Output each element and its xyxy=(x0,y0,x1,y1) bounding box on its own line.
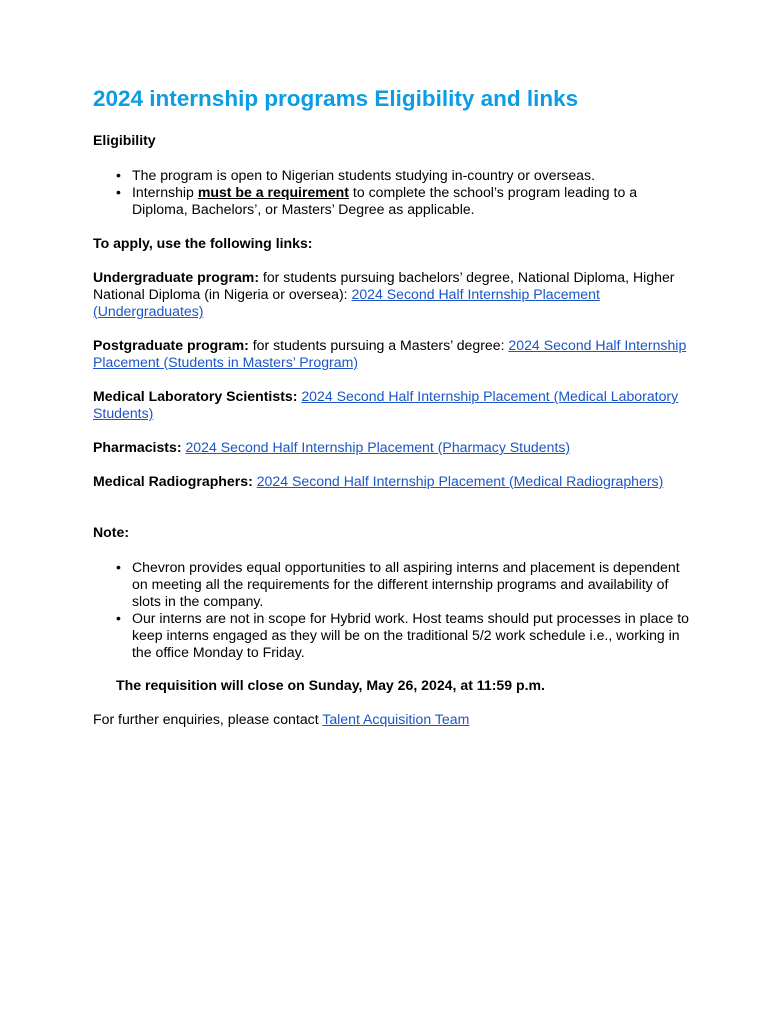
closing-date-notice: The requisition will close on Sunday, May 26, 2024, at 11:59 p.m. xyxy=(116,677,545,693)
page-title: 2024 internship programs Eligibility and links xyxy=(93,86,579,111)
program-label: Medical Laboratory Scientists: xyxy=(93,388,298,404)
program-label: Medical Radiographers: xyxy=(93,473,253,489)
bullet-icon: • xyxy=(116,610,121,626)
requirement-emphasis: must be a requirement xyxy=(197,184,349,200)
note-bullet-text: Our interns are not in scope for Hybrid work. Host teams should put processes in place to keep interns engaged as they will be on the traditional 5/2 work schedule i.e., working in the office Monday to Friday. xyxy=(132,610,689,660)
radiographers-placement-link[interactable]: 2024 Second Half Internship Placement (Medical Radiographers) xyxy=(256,473,664,489)
contact-text: For further enquiries, please contact xyxy=(93,711,323,727)
program-label: Postgraduate program: xyxy=(93,337,249,353)
list-item xyxy=(93,610,693,661)
eligibility-list xyxy=(93,167,693,218)
pharmacy-placement-link[interactable]: 2024 Second Half Internship Placement (Pharmacy Students) xyxy=(185,439,571,455)
postgraduate-placement-link[interactable]: 2024 Second Half Internship Placement (Students in Masters’ Program) xyxy=(93,337,687,370)
bullet-icon: • xyxy=(116,184,121,200)
bullet-icon: • xyxy=(116,167,121,183)
program-pharmacists xyxy=(93,439,693,456)
contact-line xyxy=(93,711,693,728)
note-list xyxy=(93,559,693,661)
medical-laboratory-placement-link[interactable]: 2024 Second Half Internship Placement (Medical Laboratory Students) xyxy=(93,388,679,421)
program-undergraduate xyxy=(93,269,693,320)
program-postgraduate xyxy=(93,337,693,371)
apply-heading: To apply, use the following links: xyxy=(93,235,313,251)
eligibility-bullet-text: The program is open to Nigerian students studying in-country or overseas. xyxy=(132,167,595,183)
bullet-icon: • xyxy=(116,559,121,575)
program-medical-laboratory xyxy=(93,388,693,422)
list-item xyxy=(93,559,693,610)
eligibility-bullet-text: Internship xyxy=(132,184,198,200)
list-item xyxy=(93,184,693,218)
program-medical-radiographers xyxy=(93,473,693,490)
list-item xyxy=(93,167,693,184)
note-heading: Note: xyxy=(93,524,130,540)
program-label: Pharmacists: xyxy=(93,439,182,455)
eligibility-heading: Eligibility xyxy=(93,132,156,148)
eligibility-bullet-text: to complete the school’s program leading to a Diploma, Bachelors’, or Masters’ Degree as applicable. xyxy=(132,184,638,217)
talent-acquisition-link[interactable]: Talent Acquisition Team xyxy=(322,711,470,727)
program-label: Undergraduate program: xyxy=(93,269,260,285)
program-description: for students pursuing a Masters’ degree: xyxy=(248,337,509,353)
undergraduate-placement-link[interactable]: 2024 Second Half Internship Placement (Undergraduates) xyxy=(93,286,600,319)
note-bullet-text: Chevron provides equal opportunities to all aspiring interns and placement is dependent on meeting all the requirements for the different internship programs and availability of slots in the company. xyxy=(132,559,680,609)
program-description: for students pursuing bachelors’ degree, National Diploma, Higher National Diploma (in Nigeria or oversea): xyxy=(93,269,675,302)
